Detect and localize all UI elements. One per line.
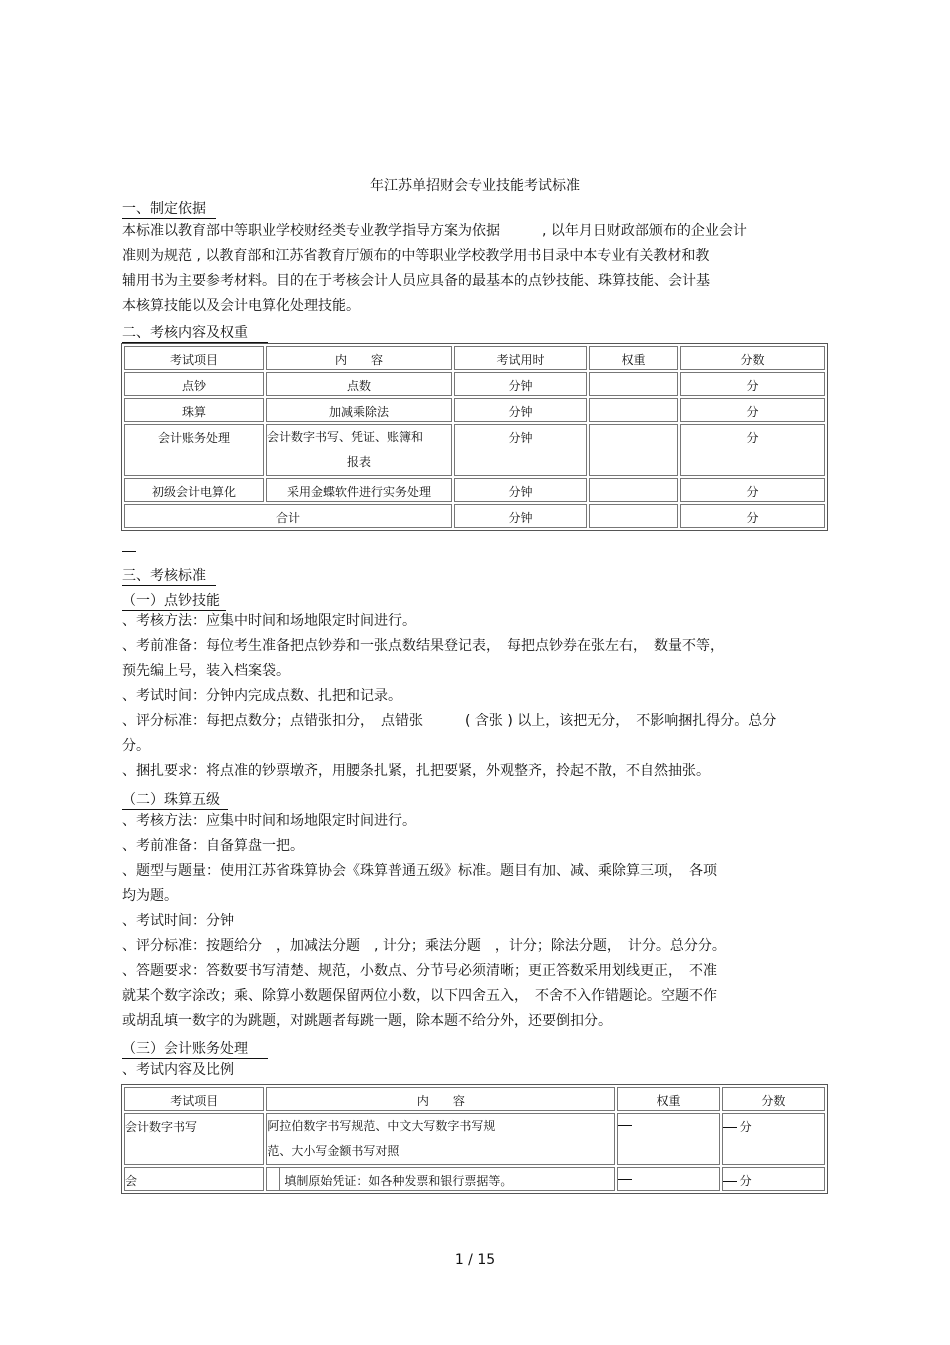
basis-paragraph	[122, 219, 822, 319]
paragraph-line: 或胡乱填一数字的为跳题，对跳题者每跳一题，除本题不给分外，还要倒扣分。	[122, 1013, 612, 1029]
table-row	[124, 1113, 825, 1165]
paragraph-line: 、评分标准：每把点数分；点错张扣分， 点错张 ( 含张 ) 以上，该把无分， 不影响捆扎得分。总分	[122, 713, 777, 729]
paragraph-line: 、考核方法：应集中时间和场地限定时间进行。	[122, 613, 416, 629]
paragraph-line: 、捆扎要求：将点准的钞票墩齐，用腰条扎紧，扎把要紧，外观整齐，拎起不散，不自然抽张。	[122, 763, 710, 779]
table-row	[124, 424, 825, 476]
header-cell: 内 容	[266, 346, 452, 370]
table-header-row	[124, 346, 825, 370]
paragraph-line: 、考试时间：分钟内完成点数、扎把和记录。	[122, 688, 402, 704]
section-heading-content-weight: 二、考核内容及权重	[122, 322, 268, 342]
paragraph-line: 分。	[122, 738, 150, 754]
table-cell	[589, 372, 678, 396]
table-row	[124, 478, 825, 502]
paragraph-line: 本标准以教育部中等职业学校财经类专业教学指导方案为依据 , 以年月日财政部颁布的企业会计	[122, 223, 747, 239]
header-cell: 权重	[589, 346, 678, 370]
subsection-heading-abacus: （二）珠算五级	[122, 789, 228, 809]
dash-mark	[618, 1125, 632, 1126]
table-cell: 加减乘除法	[266, 398, 452, 422]
paragraph-line: 准则为规范 , 以教育部和江苏省教育厅颁布的中等职业学校教学用书目录中本专业有关教材和教	[122, 248, 710, 264]
counting-standards	[122, 609, 822, 784]
score-unit: 分	[739, 1174, 752, 1188]
paragraph-line: 、考前准备：自备算盘一把。	[122, 838, 304, 854]
cell-line: 范、大小写金额书写对照	[267, 1144, 400, 1158]
header-cell: 内 容	[266, 1087, 615, 1111]
table-cell: 分	[680, 398, 825, 422]
header-cell: 分数	[722, 1087, 825, 1111]
table-cell	[266, 1113, 615, 1165]
weight-table	[121, 343, 828, 531]
document-title: 年江苏单招财会专业技能考试标准	[370, 178, 580, 194]
table-cell	[722, 1167, 825, 1191]
paragraph-line: 、考试时间：分钟	[122, 913, 234, 929]
table-cell	[617, 1113, 719, 1165]
table-cell	[589, 424, 678, 476]
table-cell	[589, 478, 678, 502]
divider	[122, 551, 136, 552]
table-row	[124, 1167, 825, 1191]
paragraph-line: 均为题。	[122, 888, 178, 904]
paragraph-line: 辅用书为主要参考材料。目的在于考核会计人员应具备的最基本的点钞技能、珠算技能、会计基	[122, 273, 710, 289]
table-cell	[589, 398, 678, 422]
table-cell: 点数	[266, 372, 452, 396]
header-cell: 分数	[680, 346, 825, 370]
paragraph-line: 就某个数字涂改；乘、除算小数题保留两位小数，以下四舍五入， 不舍不入作错题论。空题不作	[122, 988, 717, 1004]
table-cell: 初级会计电算化	[124, 478, 264, 502]
table-row	[124, 372, 825, 396]
table-header-row	[124, 1087, 825, 1111]
table-cell: 珠算	[124, 398, 264, 422]
exam-content-ratio-line: 、考试内容及比例	[122, 1062, 234, 1078]
total-time-cell: 分钟	[454, 504, 587, 528]
table-total-row	[124, 504, 825, 528]
cell-text: 填制原始凭证：如各种发票和银行票据等。	[284, 1174, 513, 1188]
header-cell: 考试用时	[454, 346, 587, 370]
table-cell: 会	[124, 1167, 264, 1191]
section-heading-standards: 三、考核标准	[122, 565, 216, 585]
table-cell: 分钟	[454, 478, 587, 502]
dash-mark	[618, 1179, 632, 1180]
cell-line: 报表	[346, 455, 371, 469]
cell-line: 阿拉伯数字书写规范、中文大写数字书写规	[267, 1119, 496, 1133]
paragraph-line: 、考前准备：每位考生准备把点钞券和一张点数结果登记表， 每把点钞券在张左右， 数量不等，	[122, 638, 724, 654]
inner-divider	[267, 1168, 280, 1190]
page-number: 1 / 15	[454, 1252, 496, 1268]
header-cell: 考试项目	[124, 346, 264, 370]
score-unit: 分	[739, 1120, 752, 1134]
paragraph-line: 本核算技能以及会计电算化处理技能。	[122, 298, 360, 314]
paragraph-line: 预先编上号，装入档案袋。	[122, 663, 290, 679]
table-cell	[722, 1113, 825, 1165]
table-cell: 分钟	[454, 372, 587, 396]
table-cell: 分钟	[454, 398, 587, 422]
table-cell: 采用金蝶软件进行实务处理	[266, 478, 452, 502]
table-cell: 分	[680, 372, 825, 396]
paragraph-line: 、评分标准：按题给分 ，加减法分题 , 计分；乘法分题 ，计分；除法分题， 计分。总分分。	[122, 938, 726, 954]
header-cell: 考试项目	[124, 1087, 264, 1111]
table-cell: 分钟	[454, 424, 587, 476]
table-cell	[617, 1167, 719, 1191]
table-cell: 会计账务处理	[124, 424, 264, 476]
table-cell: 分	[680, 424, 825, 476]
total-label-cell: 合计	[124, 504, 452, 528]
cell-line: 会计数字书写、凭证、账簿和	[267, 430, 424, 444]
paragraph-line: 、考核方法：应集中时间和场地限定时间进行。	[122, 813, 416, 829]
section-heading-basis: 一、制定依据	[122, 198, 216, 218]
table-cell	[266, 424, 452, 476]
paragraph-line: 、题型与题量：使用江苏省珠算协会《珠算普通五级》标准。题目有加、减、乘除算三项， 各项	[122, 863, 717, 879]
table-row	[124, 398, 825, 422]
dash-mark	[723, 1181, 737, 1182]
subsection-heading-accounting: （三）会计账务处理	[122, 1038, 268, 1058]
paragraph-line: 、答题要求：答数要书写清楚、规范，小数点、分节号必须清晰；更正答数采用划线更正， 不准	[122, 963, 717, 979]
abacus-standards	[122, 809, 822, 1034]
total-weight-cell	[589, 504, 678, 528]
total-score-cell: 分	[680, 504, 825, 528]
table-cell: 会计数字书写	[124, 1113, 264, 1165]
header-cell: 权重	[617, 1087, 719, 1111]
dash-mark	[723, 1127, 737, 1128]
subsection-heading-counting: （一）点钞技能	[122, 590, 226, 610]
table-cell	[266, 1167, 615, 1191]
accounting-table	[121, 1084, 828, 1194]
table-cell: 点钞	[124, 372, 264, 396]
table-cell: 分	[680, 478, 825, 502]
